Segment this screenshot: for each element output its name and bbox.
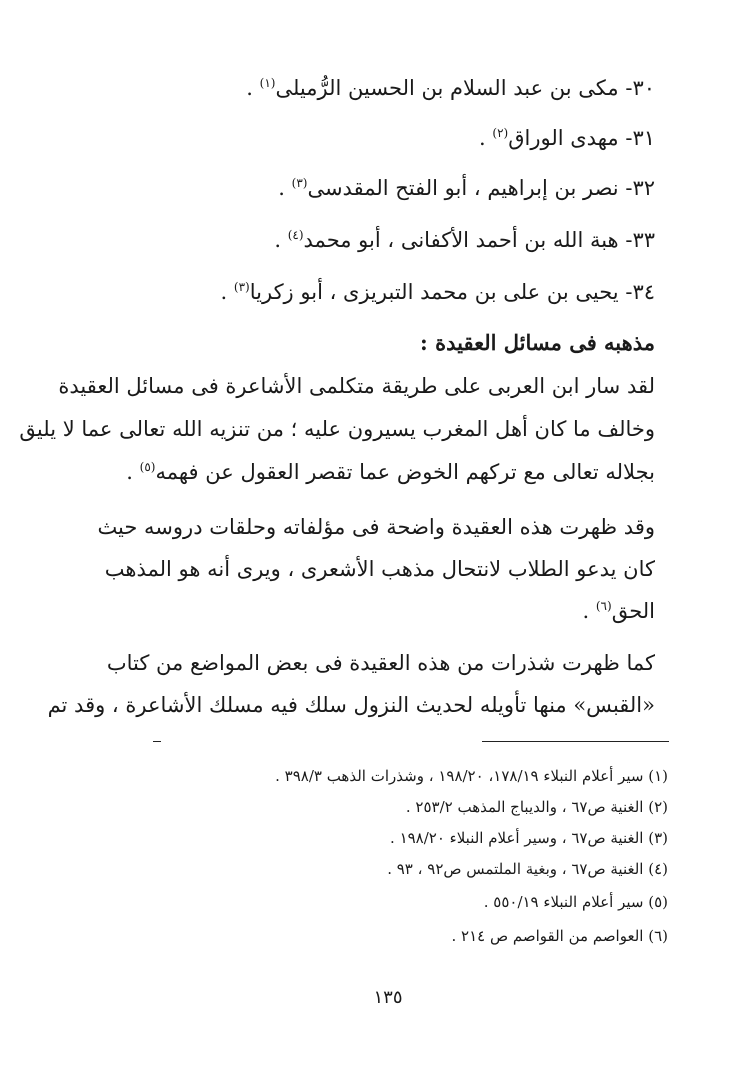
paragraph-line: الحق$^{(٦)}$ . bbox=[582, 599, 655, 623]
page-number: ١٣٥ bbox=[373, 987, 403, 1008]
dash-mark bbox=[153, 741, 161, 742]
paragraph-line: وقد ظهرت هذه العقيدة واضحة فى مؤلفاته وحلقات دروسه حيث bbox=[97, 515, 655, 539]
footnote-ref: (١) bbox=[259, 76, 276, 90]
footnote-ref: (٦) bbox=[595, 599, 612, 613]
footnote: (٦) العواصم من القواصم ص ٢١٤ . bbox=[451, 927, 668, 945]
list-item: ٣١- مهدى الوراق$^{(٢)}$ . bbox=[479, 126, 655, 150]
list-item: ٣٣- هبة الله بن أحمد الأكفانى ، أبو محمد$^{(٤)}$ . bbox=[274, 228, 655, 252]
footnote-separator bbox=[482, 741, 669, 742]
paragraph-line: كما ظهرت شذرات من هذه العقيدة فى بعض المواضع من كتاب bbox=[106, 651, 655, 675]
footnote: (٣) الغنية ص٦٧ ، وسير أعلام النبلاء ١٩٨/٢٠ . bbox=[390, 829, 668, 847]
list-item: ٣٢- نصر بن إبراهيم ، أبو الفتح المقدسى$^{(٣)}$ . bbox=[278, 176, 655, 200]
footnote-ref: (٣) bbox=[291, 176, 308, 190]
paragraph-line: وخالف ما كان أهل المغرب يسيرون عليه ؛ من تنزيه الله تعالى عما لا يليق bbox=[19, 417, 655, 441]
list-number: ٣٠- bbox=[625, 76, 655, 100]
footnote: (٥) سير أعلام النبلاء ٥٥٠/١٩ . bbox=[483, 893, 668, 911]
footnote-ref: (٢) bbox=[492, 126, 509, 140]
paragraph-line: «القبس» منها تأويله لحديث النزول سلك فيه مسلك الأشاعرة ، وقد تم bbox=[47, 693, 655, 717]
list-item: ٣٠- مكى بن عبد السلام بن الحسين الرُّميلى$^{(١)}$ . bbox=[246, 76, 655, 100]
list-item: ٣٤- يحيى بن على بن محمد التبريزى ، أبو زكريا$^{(٣)}$ . bbox=[220, 280, 655, 304]
paragraph-line: بجلاله تعالى مع تركهم الخوض عما تقصر العقول عن فهمه$^{(٥)}$ . bbox=[126, 460, 655, 484]
list-number: ٣٤- bbox=[625, 280, 655, 304]
footnote-ref: (٤) bbox=[287, 228, 304, 242]
paragraph-line: لقد سار ابن العربى على طريقة متكلمى الأشاعرة فى مسائل العقيدة bbox=[58, 374, 655, 398]
list-text: مكى بن عبد السلام بن الحسين الرُّميلى bbox=[275, 76, 619, 100]
list-number: ٣٣- bbox=[625, 228, 655, 252]
footnote-ref: (٥) bbox=[139, 460, 156, 474]
list-text: مهدى الوراق bbox=[508, 126, 619, 150]
footnote: (٤) الغنية ص٦٧ ، وبغية الملتمس ص٩٢ ، ٩٣ . bbox=[387, 860, 668, 878]
footnote: (١) سير أعلام النبلاء ١٧٨/١٩، ١٩٨/٢٠ ، وشذرات الذهب ٣٩٨/٣ . bbox=[275, 767, 668, 785]
footnote-ref: (٣) bbox=[233, 280, 250, 294]
footnote: (٢) الغنية ص٦٧ ، والديباج المذهب ٢٥٣/٢ . bbox=[405, 798, 668, 816]
list-number: ٣٢- bbox=[625, 176, 655, 200]
paragraph-line: كان يدعو الطلاب لانتحال مذهب الأشعرى ، ويرى أنه هو المذهب bbox=[104, 557, 655, 581]
section-heading: مذهبه فى مسائل العقيدة : bbox=[420, 330, 655, 355]
list-text: نصر بن إبراهيم ، أبو الفتح المقدسى bbox=[307, 176, 619, 200]
list-text: هبة الله بن أحمد الأكفانى ، أبو محمد bbox=[303, 228, 619, 252]
list-text: يحيى بن على بن محمد التبريزى ، أبو زكريا bbox=[249, 280, 619, 304]
list-number: ٣١- bbox=[625, 126, 655, 150]
